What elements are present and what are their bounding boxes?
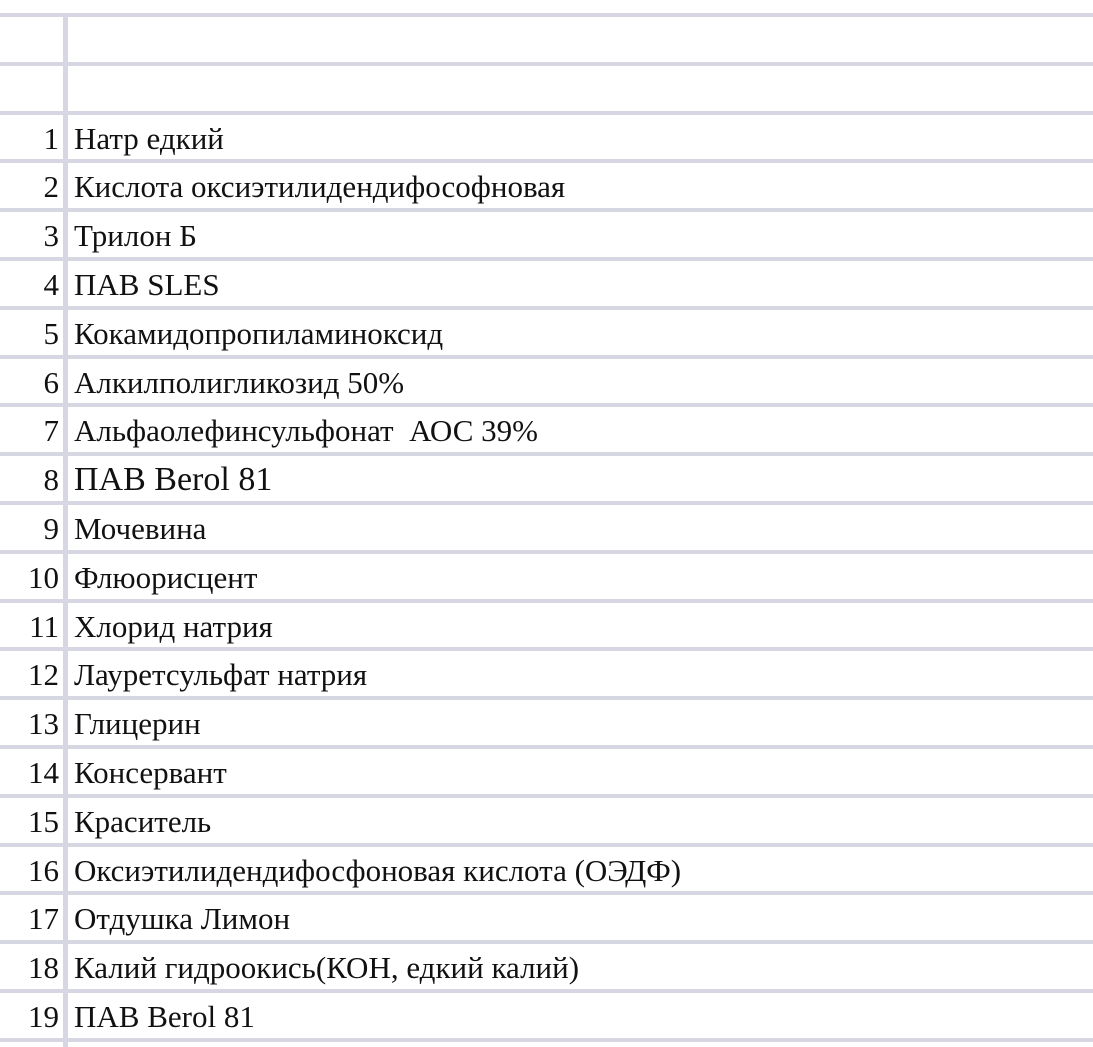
item-name-cell[interactable]: Мочевина — [74, 510, 207, 546]
item-name-cell[interactable]: Натр едкий — [74, 120, 224, 156]
item-name-cell[interactable]: Алкилполигликозид 50% — [74, 364, 405, 400]
table-row[interactable] — [0, 944, 1093, 993]
row-number-cell[interactable]: 2 — [43, 169, 59, 205]
table-row[interactable] — [0, 115, 1093, 164]
row-number-cell[interactable]: 10 — [28, 559, 59, 595]
item-name-cell[interactable]: Хлорид натрия — [74, 608, 273, 644]
row-number-cell[interactable]: 15 — [28, 803, 59, 839]
item-name-cell[interactable] — [74, 66, 1093, 111]
row-number-cell[interactable]: 19 — [28, 998, 59, 1034]
table-row[interactable] — [0, 505, 1093, 554]
row-number-cell[interactable]: 13 — [28, 706, 59, 742]
table-row[interactable] — [0, 359, 1093, 408]
table-row-empty[interactable] — [0, 66, 1093, 115]
table-row[interactable] — [0, 212, 1093, 261]
row-number-cell[interactable] — [0, 66, 59, 111]
table-row-empty[interactable] — [0, 17, 1093, 66]
table-row[interactable] — [0, 847, 1093, 896]
row-number-cell[interactable]: 18 — [28, 950, 59, 986]
row-number-cell[interactable]: 16 — [28, 852, 59, 888]
item-name-cell[interactable]: Флюорисцент — [74, 559, 258, 595]
item-name-cell[interactable] — [74, 17, 1093, 62]
table-row[interactable] — [0, 603, 1093, 652]
row-number-cell[interactable]: 11 — [29, 608, 59, 644]
row-number-cell[interactable]: 14 — [28, 754, 59, 790]
table-row[interactable] — [0, 554, 1093, 603]
item-name-cell[interactable]: Отдушка Лимон — [74, 901, 291, 937]
row-number-cell[interactable]: 3 — [43, 218, 59, 254]
item-name-cell[interactable]: Кислота оксиэтилидендифософновая — [74, 169, 566, 205]
table-row[interactable] — [0, 651, 1093, 700]
row-number-cell[interactable]: 6 — [43, 364, 59, 400]
item-name-cell[interactable]: Трилон Б — [74, 218, 197, 254]
row-number-cell[interactable]: 12 — [28, 657, 59, 693]
table-row[interactable] — [0, 700, 1093, 749]
table-body — [0, 17, 1093, 1042]
row-number-cell[interactable]: 7 — [43, 413, 59, 449]
table-row[interactable] — [0, 456, 1093, 505]
item-name-cell[interactable]: Консервант — [74, 754, 227, 790]
row-number-cell[interactable]: 9 — [43, 510, 59, 546]
table-row[interactable] — [0, 407, 1093, 456]
table-row[interactable] — [0, 261, 1093, 310]
item-name-cell[interactable]: Кокамидопропиламиноксид — [74, 315, 444, 351]
item-name-cell[interactable]: ПАВ SLES — [74, 266, 220, 302]
item-name-cell[interactable]: Краситель — [74, 803, 212, 839]
row-number-cell[interactable] — [0, 17, 59, 62]
item-name-cell[interactable]: Калий гидроокись(КОН, едкий калий) — [74, 950, 580, 986]
row-number-cell[interactable]: 4 — [43, 266, 59, 302]
item-name-cell[interactable]: Альфаолефинсульфонат АОС 39% — [74, 413, 538, 449]
row-number-cell[interactable]: 5 — [43, 315, 59, 351]
table-row[interactable] — [0, 310, 1093, 359]
row-number-cell[interactable]: 1 — [43, 120, 59, 156]
row-number-cell[interactable]: 17 — [28, 901, 59, 937]
table-row[interactable] — [0, 895, 1093, 944]
table-row[interactable] — [0, 163, 1093, 212]
table-row[interactable] — [0, 993, 1093, 1042]
item-name-cell[interactable]: ПАВ Berol 81 — [74, 998, 255, 1034]
item-name-cell[interactable]: Оксиэтилидендифосфоновая кислота (ОЭДФ) — [74, 852, 682, 888]
item-name-cell[interactable]: ПАВ Berol 81 — [74, 461, 273, 499]
table-row[interactable] — [0, 749, 1093, 798]
row-number-cell[interactable]: 8 — [43, 462, 59, 498]
table-row[interactable] — [0, 798, 1093, 847]
item-name-cell[interactable]: Глицерин — [74, 706, 201, 742]
item-name-cell[interactable]: Лауретсульфат натрия — [74, 657, 368, 693]
